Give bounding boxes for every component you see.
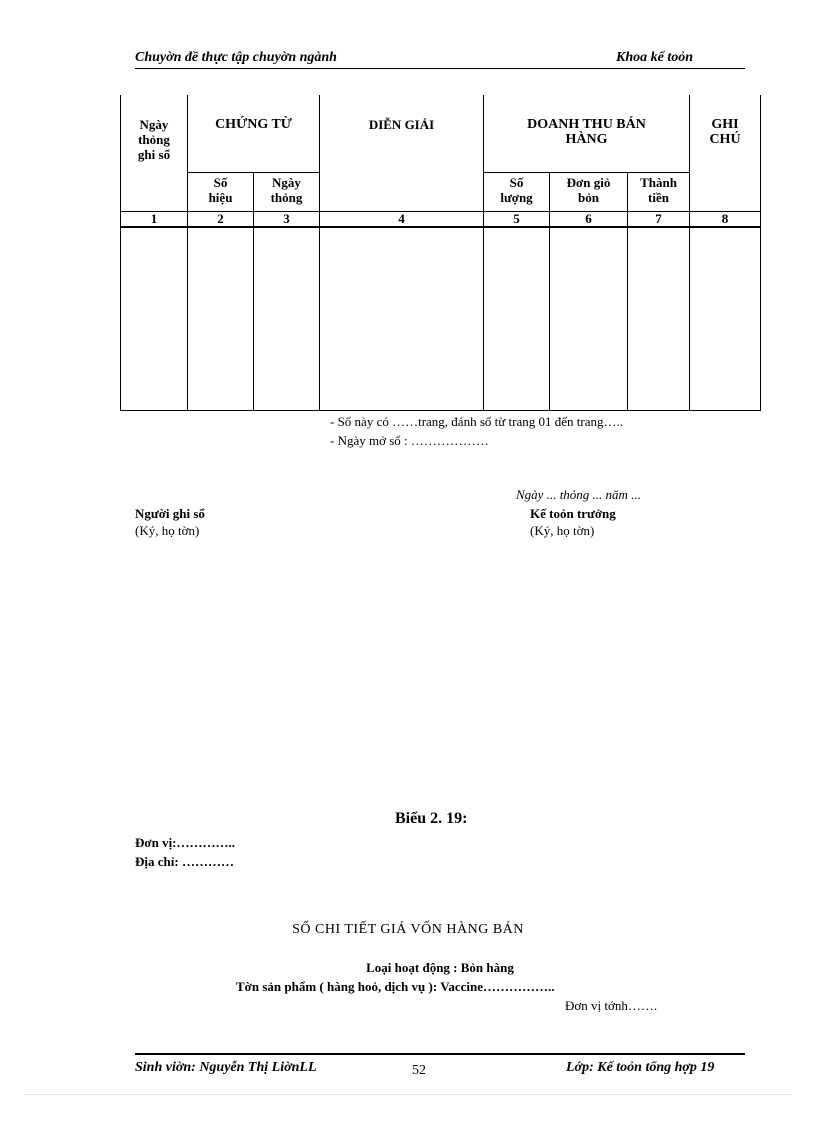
empty-cell bbox=[628, 227, 690, 411]
column-number: 2 bbox=[188, 212, 254, 228]
product-name: Tờn sản phẩm ( hàng hoỏ, dịch vụ ): Vaccine…………….. bbox=[236, 979, 555, 994]
address-label: Địa chỉ: ………… bbox=[135, 854, 234, 869]
empty-cell bbox=[550, 227, 628, 411]
header-dien-giai: DIỄN GIẢI bbox=[320, 95, 484, 212]
unit-block bbox=[135, 833, 235, 871]
column-number: 6 bbox=[550, 212, 628, 228]
footer-divider bbox=[135, 1053, 745, 1055]
header-thanh-tien: Thành tiền bbox=[628, 173, 690, 212]
header-so-hieu: Số hiệu bbox=[188, 173, 254, 212]
column-number: 4 bbox=[320, 212, 484, 228]
header-so-luong: Số lượng bbox=[484, 173, 550, 212]
header-ngay-ghi-so: Ngày thỏng ghi sổ bbox=[121, 95, 188, 212]
column-number: 7 bbox=[628, 212, 690, 228]
ledger-title: SỔ CHI TIẾT GIÁ VỐN HÀNG BÁN bbox=[292, 922, 524, 937]
empty-cell bbox=[254, 227, 320, 411]
empty-cell bbox=[690, 227, 761, 411]
signature-date: Ngày ... thỏng ... năm ... bbox=[516, 487, 641, 502]
unit-of-measure: Đơn vị tớnh……. bbox=[565, 998, 658, 1013]
header-chung-tu: CHỨNG TỪ bbox=[188, 95, 320, 173]
recorder-title: Người ghi sổ bbox=[135, 506, 205, 521]
chief-title: Kế toỏn trưởng bbox=[530, 506, 616, 521]
note-pages: - Sổ này có ……trang, đánh số từ trang 01 đến trang….. bbox=[330, 414, 623, 429]
column-number: 1 bbox=[121, 212, 188, 228]
recorder-note: (Ký, họ tờn) bbox=[135, 523, 200, 538]
header-ngay-thang: Ngày thỏng bbox=[254, 173, 320, 212]
chief-accountant-signature bbox=[530, 505, 616, 539]
page-number: 52 bbox=[412, 1063, 426, 1078]
column-number: 5 bbox=[484, 212, 550, 228]
empty-cell bbox=[121, 227, 188, 411]
chief-note: (Ký, họ tờn) bbox=[530, 523, 595, 538]
column-number: 8 bbox=[690, 212, 761, 228]
empty-cell bbox=[188, 227, 254, 411]
footer-class: Lớp: Kế toỏn tổng hợp 19 bbox=[566, 1060, 715, 1075]
column-number: 3 bbox=[254, 212, 320, 228]
form-title: Biểu 2. 19: bbox=[395, 810, 468, 827]
page-bottom-dotted-rule bbox=[25, 1094, 791, 1095]
header-ghi-chu: GHI CHÚ bbox=[690, 95, 761, 212]
empty-cell bbox=[320, 227, 484, 411]
empty-cell bbox=[484, 227, 550, 411]
sales-ledger-table bbox=[120, 95, 760, 411]
ledger-notes bbox=[330, 412, 623, 450]
activity-type: Loại hoạt động : Bỏn hàng bbox=[366, 960, 514, 975]
footer-student: Sinh viờn: Nguyễn Thị LiờnLL bbox=[135, 1060, 317, 1075]
header-don-gia: Đơn giỏ bỏn bbox=[550, 173, 628, 212]
header-divider bbox=[135, 68, 745, 69]
header-department: Khoa kế toỏn bbox=[616, 50, 694, 65]
unit-label: Đơn vị:………….. bbox=[135, 835, 236, 850]
header-doanh-thu: DOANH THU BÁN HÀNG bbox=[484, 95, 690, 173]
note-open-date: - Ngày mở sổ : ……………… bbox=[330, 433, 489, 448]
header-title: Chuyờn đề thực tập chuyờn ngành bbox=[135, 50, 337, 65]
recorder-signature bbox=[135, 505, 205, 539]
